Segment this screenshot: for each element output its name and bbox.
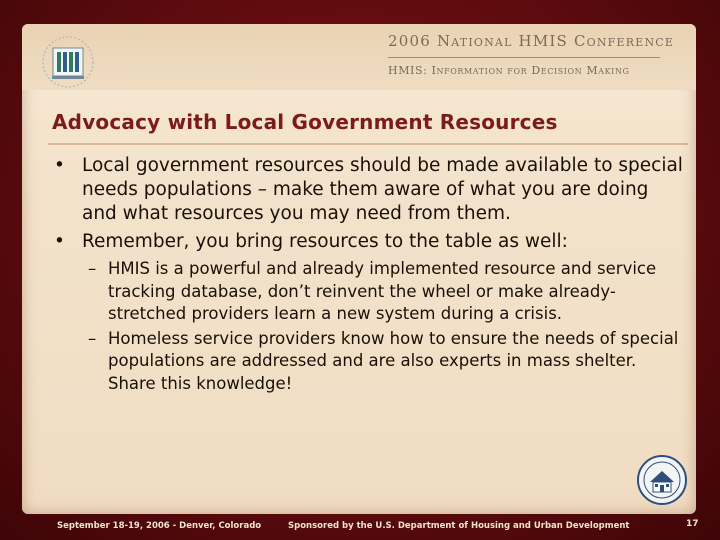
sub-bullet-item xyxy=(24,328,688,396)
bullet-list xyxy=(24,154,688,396)
conference-tagline: HMIS: Information for Decision Making xyxy=(388,64,630,77)
conference-title: 2006 National HMIS Conference xyxy=(388,32,675,50)
hud-building-logo-icon xyxy=(38,34,98,90)
sub-bullet-marker: – xyxy=(88,259,97,278)
bullet-item xyxy=(24,154,688,226)
footer-event: September 18-19, 2006 - Denver, Colorado xyxy=(57,521,262,531)
sub-bullet-marker: – xyxy=(88,328,97,348)
bullet-marker: • xyxy=(54,155,65,176)
header-divider xyxy=(388,57,660,58)
bullet-text: Remember, you bring resources to the table as well: xyxy=(82,231,568,252)
bullet-text: Local government resources should be made available to special needs populations – make them aware of what you are doing and what resources you may need from them. xyxy=(82,155,683,224)
sub-bullet-text: Homeless service providers know how to ensure the needs of special populations are addressed and are also experts in mass shelter. Share this knowledge! xyxy=(108,328,679,393)
sub-bullet-item xyxy=(24,258,688,326)
sub-bullet-text: HMIS is a powerful and already implemented resource and service tracking database, don’t reinvent the wheel or make already-stretched providers learn a new system during a crisis. xyxy=(108,259,657,323)
bullet-item xyxy=(24,230,688,254)
slide-title: Advocacy with Local Government Resources xyxy=(52,110,558,134)
page-number: 17 xyxy=(686,519,699,529)
bullet-marker: • xyxy=(54,231,65,252)
hud-seal-icon xyxy=(636,454,688,506)
footer-sponsor: Sponsored by the U.S. Department of Housing and Urban Development xyxy=(288,521,630,531)
title-divider xyxy=(48,143,688,145)
footer-bar xyxy=(0,518,720,534)
